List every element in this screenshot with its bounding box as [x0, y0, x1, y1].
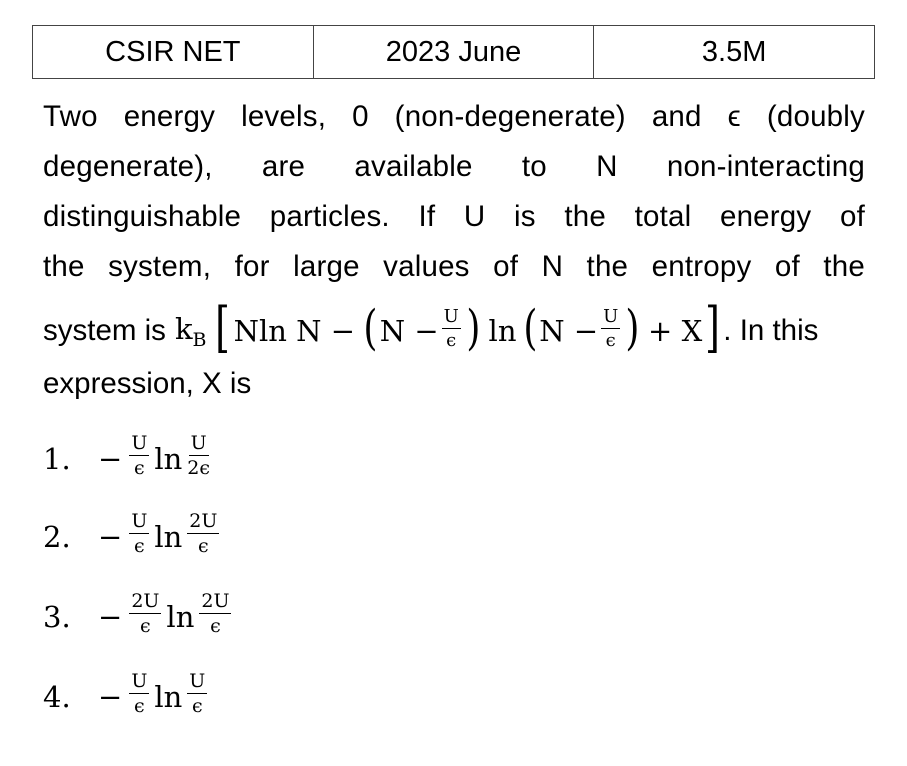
option-fraction-2	[199, 591, 231, 637]
ln-symbol: ln	[154, 442, 183, 476]
frac-denominator: ϵ	[446, 330, 457, 351]
open-square-bracket: [	[215, 296, 231, 359]
option-fraction-1	[129, 511, 149, 557]
frac-denominator: ϵ	[198, 535, 209, 557]
option-fraction-1	[129, 591, 161, 637]
question-line-3: distinguishable particles. If U is the total energy of	[43, 200, 865, 233]
kb-symbol: k	[174, 311, 193, 346]
open-paren-1: (	[363, 300, 378, 356]
ln-symbol: ln	[488, 314, 517, 348]
option-fraction-2	[187, 511, 219, 557]
frac-numerator: 2U	[131, 590, 160, 613]
frac-denominator: ϵ	[210, 615, 221, 637]
question-line-1: Two energy levels, 0 (non-degenerate) and ϵ (doubly	[43, 100, 865, 133]
u-over-epsilon-2	[601, 307, 620, 351]
question-line-2: degenerate), are available to N non-interacting	[43, 150, 865, 183]
option-number: 4.	[43, 680, 71, 714]
u-over-epsilon-1	[442, 307, 461, 351]
frac-denominator: ϵ	[133, 457, 145, 479]
option-4[interactable]	[43, 658, 443, 736]
minus-sign: −	[98, 520, 123, 554]
question-text	[43, 92, 865, 292]
option-number: 3.	[43, 600, 71, 634]
option-1[interactable]	[43, 420, 443, 498]
frac-numerator: U	[131, 510, 148, 533]
boltzmann-constant	[175, 312, 207, 351]
option-fraction-1	[129, 671, 149, 717]
n-minus-term-2: N −	[539, 314, 599, 348]
option-2[interactable]	[43, 498, 443, 576]
frac-numerator: 2U	[201, 590, 230, 613]
formula-suffix: . In this	[723, 314, 819, 347]
formula-prefix: system is	[43, 314, 166, 347]
entropy-formula-line	[43, 296, 865, 366]
frac-numerator: U	[189, 670, 206, 693]
frac-denominator: ϵ	[140, 615, 151, 637]
nlnn-term: Nln N −	[233, 314, 355, 348]
exam-info-table	[32, 25, 875, 79]
close-paren-1: )	[466, 300, 481, 356]
option-fraction-2	[187, 671, 207, 717]
frac-denominator: ϵ	[133, 695, 145, 717]
frac-numerator: U	[190, 432, 207, 455]
minus-sign: −	[98, 600, 123, 634]
question-last-line: expression, X is	[43, 367, 252, 400]
question-line-4: the system, for large values of N the entropy of the	[43, 250, 865, 283]
minus-sign: −	[98, 442, 123, 476]
frac-numerator: U	[131, 670, 148, 693]
option-fraction-2	[187, 433, 210, 479]
exam-session-cell: 2023 June	[313, 26, 594, 79]
option-number: 1.	[43, 442, 71, 476]
frac-numerator: U	[443, 306, 459, 328]
marks-cell: 3.5M	[594, 26, 875, 79]
ln-symbol: ln	[154, 520, 183, 554]
ln-symbol: ln	[166, 600, 195, 634]
frac-denominator: ϵ	[605, 330, 616, 351]
close-paren-2: )	[625, 300, 640, 356]
exam-info-row	[33, 26, 875, 79]
close-square-bracket: ]	[705, 296, 721, 359]
option-number: 2.	[43, 520, 71, 554]
frac-denominator: ϵ	[191, 695, 203, 717]
plus-x-term: + X	[648, 314, 703, 348]
exam-name-cell: CSIR NET	[33, 26, 314, 79]
option-3[interactable]	[43, 578, 443, 656]
frac-denominator: 2ϵ	[187, 457, 211, 479]
frac-numerator: 2U	[189, 510, 218, 533]
open-paren-2: (	[522, 300, 537, 356]
n-minus-term-1: N −	[379, 314, 439, 348]
option-fraction-1	[129, 433, 149, 479]
minus-sign: −	[98, 680, 123, 714]
kb-subscript: B	[192, 328, 207, 351]
ln-symbol: ln	[154, 680, 183, 714]
frac-denominator: ϵ	[133, 535, 145, 557]
frac-numerator: U	[603, 306, 619, 328]
frac-numerator: U	[131, 432, 148, 455]
